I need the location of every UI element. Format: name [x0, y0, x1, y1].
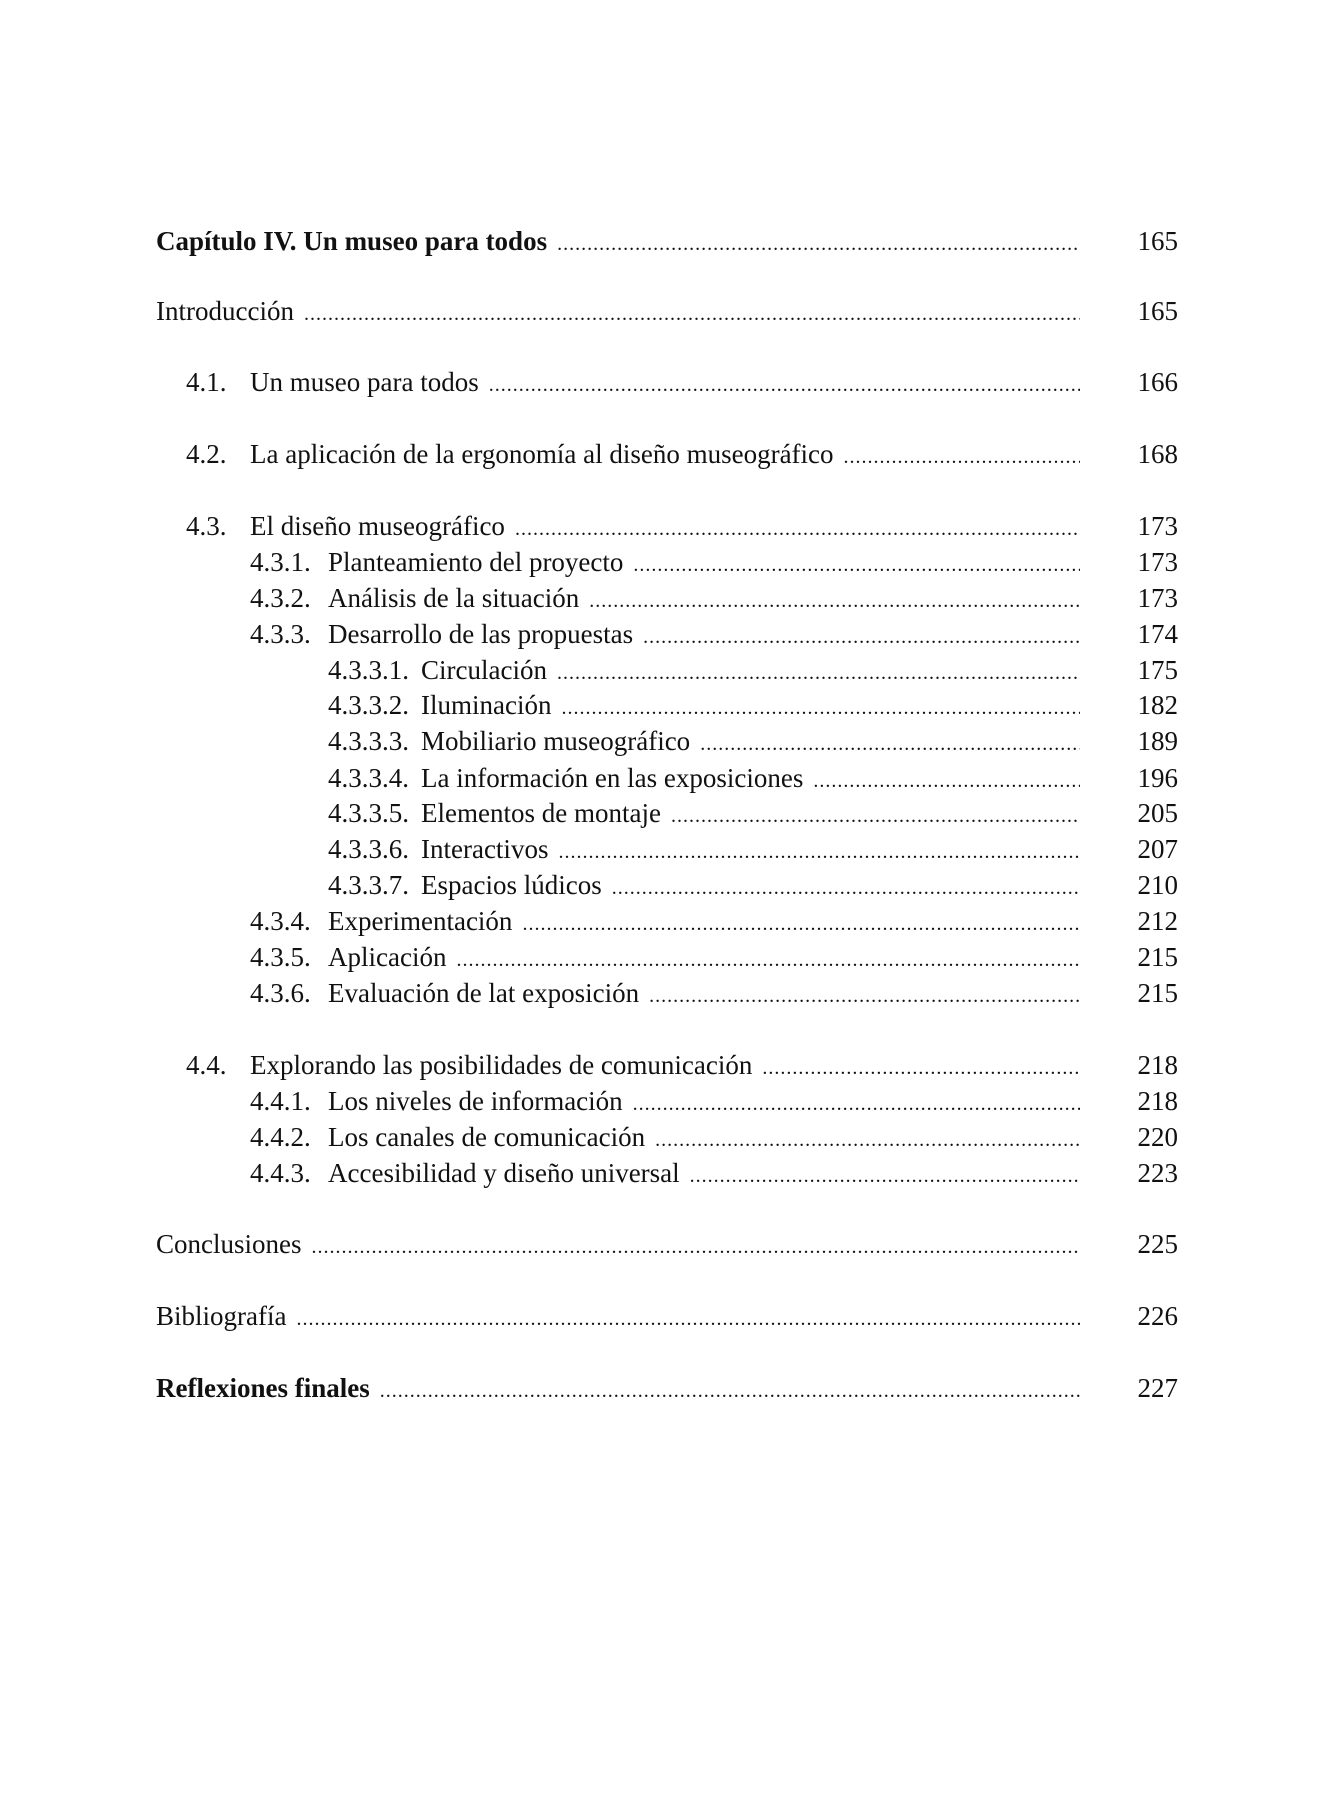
dot-leader — [612, 871, 1080, 902]
toc-entry-page: 168 — [1137, 439, 1178, 469]
toc-entry — [0, 545, 1339, 579]
toc-entry-number: 4.3.4. — [250, 906, 311, 936]
toc-entry-text — [328, 761, 1080, 795]
dot-leader — [649, 979, 1080, 1010]
toc-entry — [0, 1120, 1339, 1154]
toc-entry — [0, 1084, 1339, 1118]
dot-leader — [515, 512, 1080, 543]
dot-leader — [589, 584, 1080, 615]
toc-entry-number: 4.4.2. — [250, 1122, 311, 1152]
toc-entry — [0, 832, 1339, 866]
toc-entry — [0, 653, 1339, 687]
toc-entry-page: 196 — [1137, 763, 1178, 793]
toc-entry-page: 173 — [1137, 583, 1178, 613]
dot-leader — [296, 1302, 1080, 1333]
toc-entry-text — [156, 224, 1080, 258]
toc-entry-page: 220 — [1137, 1122, 1178, 1152]
toc-entry-number: 4.3. — [186, 511, 227, 541]
toc-entry-number: 4.3.3.5. — [328, 798, 409, 828]
toc-entry-number: 4.4. — [186, 1050, 227, 1080]
toc-entry-text — [328, 832, 1080, 866]
toc-entry-number: 4.3.3.1. — [328, 655, 409, 685]
toc-entry-title: Circulación — [421, 653, 557, 687]
toc-entry-page: 165 — [1137, 226, 1178, 256]
dot-leader — [633, 548, 1080, 579]
toc-entry-text — [250, 904, 1080, 938]
toc-entry — [0, 509, 1339, 543]
toc-entry-number: 4.1. — [186, 367, 227, 397]
toc-entry-text — [250, 617, 1080, 651]
toc-entry-number: 4.3.5. — [250, 942, 311, 972]
toc-entry-text — [250, 976, 1080, 1010]
toc-entry — [0, 1048, 1339, 1082]
toc-entry-page: 218 — [1137, 1086, 1178, 1116]
toc-entry-number: 4.3.3.7. — [328, 870, 409, 900]
toc-entry-title: Desarrollo de las propuestas — [328, 617, 643, 651]
toc-entry-page: 189 — [1137, 726, 1178, 756]
toc-entry — [0, 761, 1339, 795]
toc-entry-page: 225 — [1137, 1229, 1178, 1259]
toc-entry-page: 205 — [1137, 798, 1178, 828]
toc-entry-title: Los canales de comunicación — [328, 1120, 655, 1154]
toc-entry-text — [328, 653, 1080, 687]
toc-entry-number: 4.3.2. — [250, 583, 311, 613]
dot-leader — [671, 799, 1080, 830]
toc-entry — [0, 868, 1339, 902]
toc-entry-title: Iluminación — [421, 688, 561, 722]
toc-entry-title: Mobiliario museográfico — [421, 724, 700, 758]
toc-entry-text — [250, 1084, 1080, 1118]
toc-entry — [0, 617, 1339, 651]
toc-entry-page: 223 — [1137, 1158, 1178, 1188]
toc-entry-title: El diseño museográfico — [250, 509, 515, 543]
toc-entry — [0, 437, 1339, 471]
toc-entry-text — [156, 1371, 1080, 1405]
toc-entry-text — [250, 940, 1080, 974]
toc-entry-number: 4.4.3. — [250, 1158, 311, 1188]
toc-entry — [0, 796, 1339, 830]
toc-entry-title: Experimentación — [328, 904, 522, 938]
toc-entry — [0, 365, 1339, 399]
toc-entry-title: Capítulo IV. Un museo para todos — [156, 224, 557, 258]
toc-entry-number: 4.3.3.2. — [328, 690, 409, 720]
toc-entry-page: 215 — [1137, 978, 1178, 1008]
toc-entry-title: Evaluación de lat exposición — [328, 976, 649, 1010]
dot-leader — [762, 1051, 1080, 1082]
dot-leader — [312, 1230, 1081, 1261]
toc-entry — [0, 976, 1339, 1010]
dot-leader — [813, 764, 1080, 795]
toc-entry-text — [186, 437, 1080, 471]
toc-entry-page: 207 — [1137, 834, 1178, 864]
toc-entry-title: Un museo para todos — [250, 365, 489, 399]
toc-entry-page: 166 — [1137, 367, 1178, 397]
dot-leader — [558, 835, 1080, 866]
dot-leader — [380, 1374, 1080, 1405]
dot-leader — [633, 1087, 1080, 1118]
toc-entry-title: Conclusiones — [156, 1227, 312, 1261]
toc-entry — [0, 904, 1339, 938]
toc-entry-page: 173 — [1137, 547, 1178, 577]
toc-entry-title: Los niveles de información — [328, 1084, 633, 1118]
toc-entry-title: Espacios lúdicos — [421, 868, 612, 902]
toc-entry — [0, 224, 1339, 258]
toc-entry-page: 175 — [1137, 655, 1178, 685]
toc-entry-page: 227 — [1137, 1373, 1178, 1403]
toc-entry-title: La información en las exposiciones — [421, 761, 813, 795]
toc-entry-title: Introducción — [156, 294, 304, 328]
dot-leader — [655, 1123, 1080, 1154]
toc-entry-text — [186, 509, 1080, 543]
dot-leader — [643, 620, 1080, 651]
toc-entry-text — [328, 868, 1080, 902]
dot-leader — [700, 727, 1080, 758]
toc-entry-page: 210 — [1137, 870, 1178, 900]
toc-entry-number: 4.3.3.3. — [328, 726, 409, 756]
toc-entry-title: Elementos de montaje — [421, 796, 671, 830]
dot-leader — [557, 227, 1080, 258]
toc-entry-title: Aplicación — [328, 940, 456, 974]
dot-leader — [690, 1159, 1080, 1190]
toc-entry-title: Explorando las posibilidades de comunicación — [250, 1048, 762, 1082]
toc-entry-number: 4.2. — [186, 439, 227, 469]
toc-entry-text — [328, 796, 1080, 830]
dot-leader — [844, 440, 1080, 471]
toc-entry-page: 212 — [1137, 906, 1178, 936]
toc-entry-text — [156, 1227, 1080, 1261]
toc-entry — [0, 294, 1339, 328]
dot-leader — [456, 943, 1080, 974]
toc-entry-text — [186, 1048, 1080, 1082]
dot-leader — [557, 656, 1080, 687]
toc-entry-text — [250, 1156, 1080, 1190]
toc-entry — [0, 724, 1339, 758]
toc-entry-title: Reflexiones finales — [156, 1371, 380, 1405]
toc-entry — [0, 688, 1339, 722]
toc-entry-page: 173 — [1137, 511, 1178, 541]
toc-entry — [0, 1371, 1339, 1405]
toc-entry-number: 4.4.1. — [250, 1086, 311, 1116]
toc-entry-text — [328, 688, 1080, 722]
toc-entry — [0, 581, 1339, 615]
toc-entry — [0, 940, 1339, 974]
toc-entry-text — [328, 724, 1080, 758]
dot-leader — [489, 368, 1080, 399]
toc-entry-text — [250, 1120, 1080, 1154]
toc-entry — [0, 1227, 1339, 1261]
toc-entry-number: 4.3.3.4. — [328, 763, 409, 793]
toc-entry-title: Planteamiento del proyecto — [328, 545, 633, 579]
toc-entry-page: 226 — [1137, 1301, 1178, 1331]
toc-entry-number: 4.3.6. — [250, 978, 311, 1008]
toc-entry-text — [250, 545, 1080, 579]
toc-entry-title: Accesibilidad y diseño universal — [328, 1156, 690, 1190]
dot-leader — [522, 907, 1080, 938]
toc-entry — [0, 1299, 1339, 1333]
toc-entry-number: 4.3.3.6. — [328, 834, 409, 864]
dot-leader — [561, 691, 1080, 722]
toc-entry-number: 4.3.1. — [250, 547, 311, 577]
toc-entry-title: Análisis de la situación — [328, 581, 589, 615]
toc-entry — [0, 1156, 1339, 1190]
toc-entry-title: Bibliografía — [156, 1299, 296, 1333]
toc-entry-text — [250, 581, 1080, 615]
toc-entry-page: 174 — [1137, 619, 1178, 649]
toc-entry-title: Interactivos — [421, 832, 558, 866]
toc-entry-number: 4.3.3. — [250, 619, 311, 649]
toc-entry-text — [186, 365, 1080, 399]
dot-leader — [304, 297, 1080, 328]
toc-entry-page: 218 — [1137, 1050, 1178, 1080]
toc-entry-title: La aplicación de la ergonomía al diseño museográfico — [250, 437, 844, 471]
toc-entry-text — [156, 294, 1080, 328]
toc-entry-page: 182 — [1137, 690, 1178, 720]
toc-entry-page: 165 — [1137, 296, 1178, 326]
toc-entry-text — [156, 1299, 1080, 1333]
toc-entry-page: 215 — [1137, 942, 1178, 972]
